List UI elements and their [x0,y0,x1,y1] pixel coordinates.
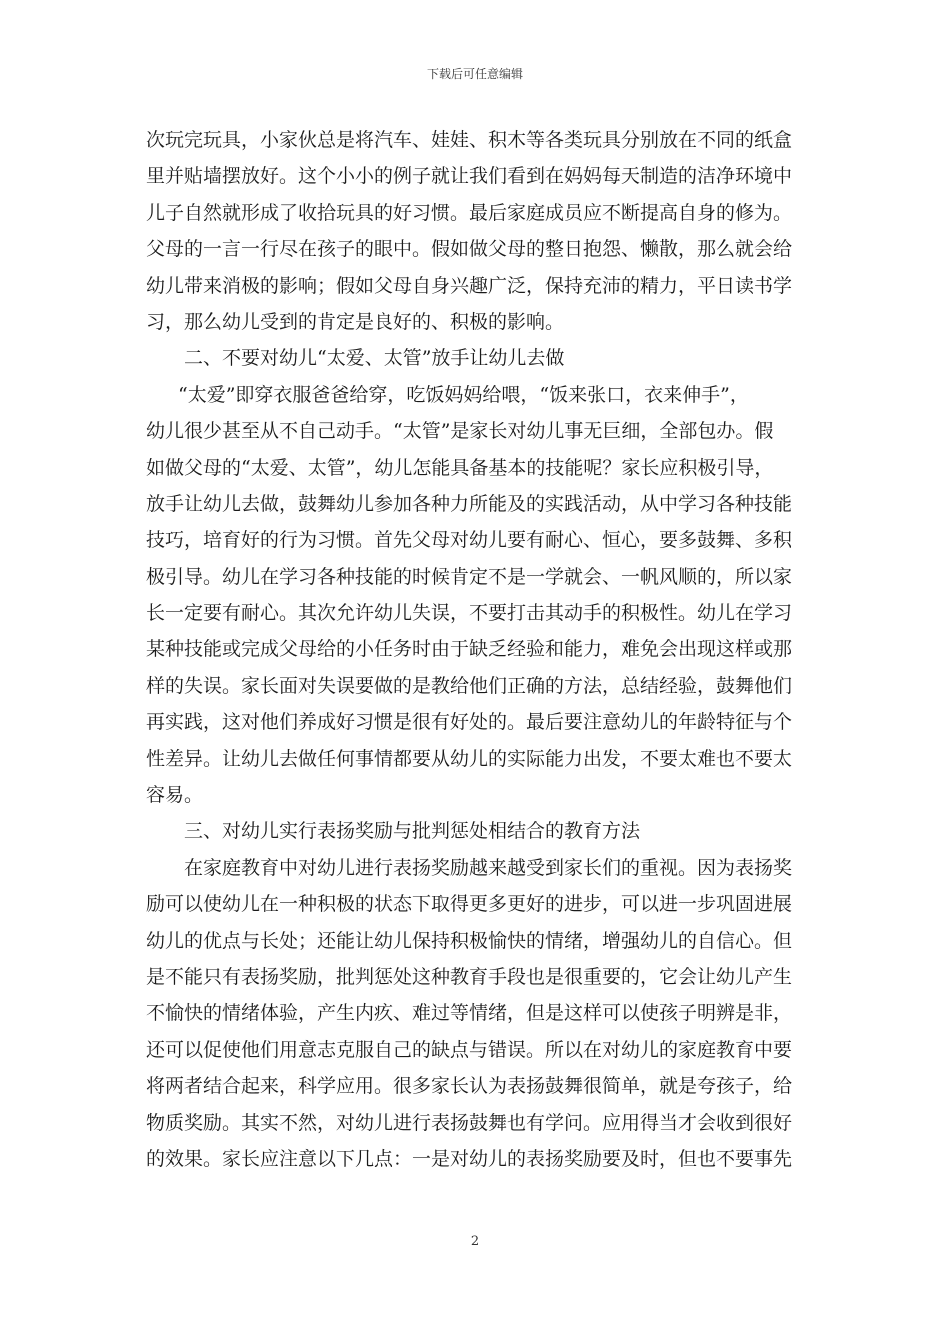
paragraph-line: 如做父母的“太爱、太管”，幼儿怎能具备基本的技能呢？家长应积极引导， [146,456,774,479]
paragraph-line: 样的失误。家长面对失误要做的是教给他们正确的方法，总结经验，鼓舞他们 [146,674,793,697]
paragraph-line: 次玩完玩具，小家伙总是将汽车、娃娃、积木等各类玩具分别放在不同的纸盒 [146,129,793,151]
section-heading: 三、对幼儿实行表扬奖励与批判惩处相结合的教育方法 [184,820,641,843]
paragraph-line: 长一定要有耐心。其次允许幼儿失误，不要打击其动手的积极性。幼儿在学习 [146,602,793,625]
paragraph-line: 不愉快的情绪体验，产生内疚、难过等情绪，但是这样可以使孩子明辨是非， [146,1002,793,1025]
paragraph-line: 将两者结合起来，科学应用。很多家长认为表扬鼓舞很简单，就是夸孩子，给 [146,1075,793,1098]
section-heading: 二、不要对幼儿“太爱、太管”放手让幼儿去做 [184,347,565,370]
paragraph-line: 放手让幼儿去做，鼓舞幼儿参加各种力所能及的实践活动，从中学习各种技能 [146,492,793,515]
paragraph-line: 儿子自然就形成了收拾玩具的好习惯。最后家庭成员应不断提高自身的修为。 [146,201,793,224]
paragraph-line: 性差异。让幼儿去做任何事情都要从幼儿的实际能力出发，不要太难也不要太 [146,747,793,770]
paragraph-line: 父母的一言一行尽在孩子的眼中。假如做父母的整日抱怨、懒散，那么就会给 [146,238,793,261]
paragraph-line: 技巧，培育好的行为习惯。首先父母对幼儿要有耐心、恒心，要多鼓舞、多积 [146,529,793,552]
paragraph-line: “太爱”即穿衣服爸爸给穿，吃饭妈妈给喂，“饭来张口，衣来伸手”， [178,383,749,406]
paragraph-line: 在家庭教育中对幼儿进行表扬奖励越来越受到家长们的重视。因为表扬奖 [184,856,793,879]
page-header: 下载后可任意编辑 [426,67,523,81]
paragraph-line: 某种技能或完成父母给的小任务时由于缺乏经验和能力，难免会出现这样或那 [146,638,793,661]
paragraph-line: 习，那么幼儿受到的肯定是良好的、积极的影响。 [146,310,565,333]
paragraph-line: 再实践，这对他们养成好习惯是很有好处的。最后要注意幼儿的年龄特征与个 [146,711,793,734]
paragraph-line: 还可以促使他们用意志克服自己的缺点与错误。所以在对幼儿的家庭教育中要 [146,1038,793,1061]
paragraph-line: 物质奖励。其实不然，对幼儿进行表扬鼓舞也有学问。应用得当才会收到很好 [146,1111,793,1134]
paragraph-line: 容易。 [146,784,204,807]
paragraph-line: 幼儿的优点与长处；还能让幼儿保持积极愉快的情绪，增强幼儿的自信心。但 [146,929,793,952]
paragraph-line: 是不能只有表扬奖励，批判惩处这种教育手段也是很重要的，它会让幼儿产生 [146,965,793,988]
document-body [146,122,806,1177]
paragraph-line: 极引导。幼儿在学习各种技能的时候肯定不是一学就会、一帆风顺的，所以家 [146,565,793,588]
paragraph-line: 里并贴墙摆放好。这个小小的例子就让我们看到在妈妈每天制造的洁净环境中 [146,165,793,188]
paragraph-line: 幼儿很少甚至从不自己动手。“太管”是家长对幼儿事无巨细，全部包办。假 [146,420,774,443]
page-number: 2 [470,1234,480,1249]
paragraph-line: 幼儿带来消极的影响；假如父母自身兴趣广泛，保持充沛的精力，平日读书学 [146,274,793,297]
paragraph-line: 励可以使幼儿在一种积极的状态下取得更多更好的进步，可以进一步巩固进展 [146,893,793,916]
paragraph-line: 的效果。家长应注意以下几点：一是对幼儿的表扬奖励要及时，但也不要事先 [146,1147,793,1170]
